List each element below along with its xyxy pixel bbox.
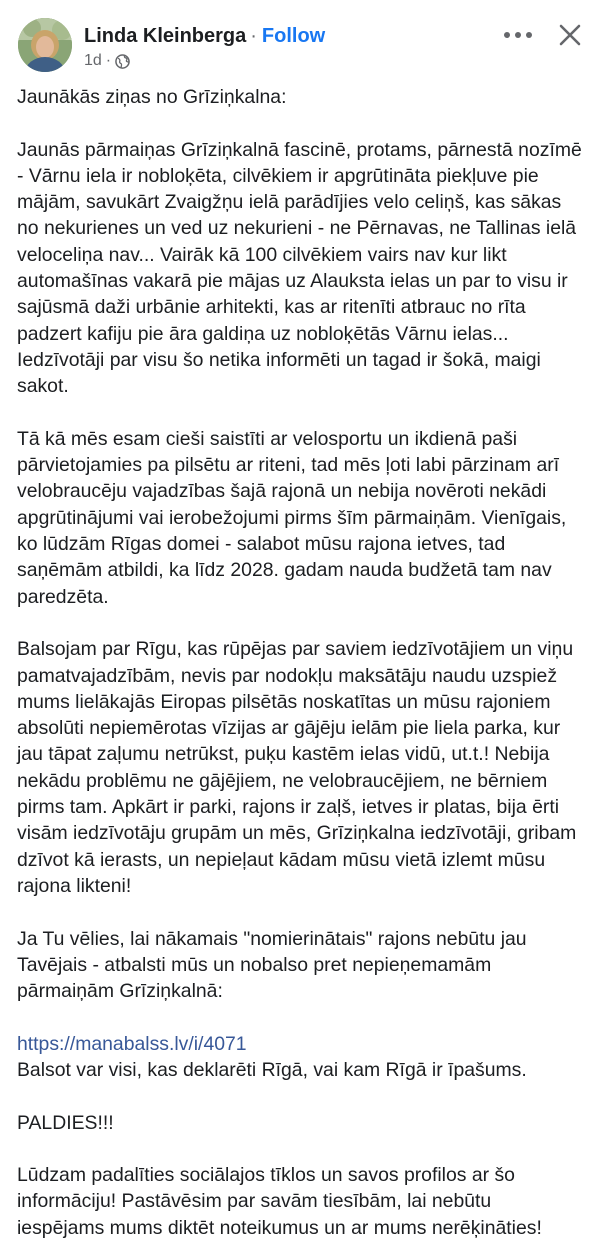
post-paragraph: Balsojam par Rīgu, kas rūpējas par saviem iedzīvotājiem un viņu pamatvajadzībām, nevis par nodokļu maksātāju naudu uzspiež mums lielākajās Eiropas pilsētās noskatītas un mūsu rajoniem absolūti nepiemērotas vīzijas ar gājēju ielām pie liela parka, kur jau tāpat zaļumu netrūkst, puķu kastēm ielas vidū, ut.t.! Nebija nekādu problēmu ne gājējiem, ne velobraucējiem, ne bērniem pirms tam. Apkārt ir parki, rajons ir zaļš, ietves ir platas, bija ērti visām iedzīvotāju grupām un mēs, Grīziņkalna iedzīvotāji, gribam dzīvot kā ierasts, un nepieļaut kādam mūsu vietā izlemt mūsu rajona likteni!	[17, 638, 577, 897]
author-separator: ·	[250, 25, 257, 47]
post-paragraph: Tā kā mēs esam cieši saistīti ar velosportu un ikdienā paši pārvietojamies pa pilsētu ar riteni, tad mēs ļoti labi pārzinam arī velobraucēju vajadzības šajā rajonā un nebija novēroti nekādi apgrūtinājumi vai ierobežojumi pirms šīm pārmaiņām. Vienīgais, ko lūdzām Rīgas domei - salabot mūsu rajona ietves, tad saņēmām atbildi, ka līdz 2028. gadam nauda budžetā tam nav paredzēta.	[17, 427, 567, 608]
author-line	[84, 22, 325, 50]
post-paragraph: Ja Tu vēlies, lai nākamais "nomierinātais" rajons nebūtu jau Tavējais - atbalsti mūs un nobalso pret nepieņemamām pārmaiņām Grīziņkalnā:	[17, 927, 527, 1003]
more-horizontal-icon[interactable]	[501, 22, 535, 50]
post-timestamp[interactable]: 1d	[84, 52, 102, 69]
post-text	[17, 84, 582, 1241]
close-icon[interactable]	[557, 22, 583, 48]
follow-button[interactable]: Follow	[261, 25, 326, 47]
petition-link-line	[17, 1031, 582, 1057]
avatar[interactable]	[18, 18, 72, 72]
post-paragraph: Jaunās pārmaiņas Grīziņkalnā fascinē, protams, pārnestā nozīmē - Vārnu iela ir nobloķēta, cilvēkiem ir apgrūtināta piekļuve pie mājām, savukārt Zvaigžņu ielā parādījies velo celiņš, kas sākas no nekurienes un ved uz nekurieni - ne Pērnavas, ne Tallinas ielā veloceliņa nav... Vairāk kā 100 cilvēkiem vairs nav kur likt automašīnas vakarā pie mājas uz Alauksta ielas un par to visu ir sajūsmā daži urbānie arhitekti, kas ar ritenīti atbrauc no rīta padzert kafiju pie āra galdiņa uz nobloķētās Vārnu ielas... Iedzīvotāji par visu šo netika informēti un tagad ir šokā, maigi sakot.	[17, 138, 582, 398]
post-paragraph: Lūdzam padalīties sociālajos tīklos un savos profilos ar šo informāciju! Pastāvēsim par savām tiesībām, lai nebūtu iespējams mums diktēt noteikumus un ar mums nerēķināties!	[17, 1164, 542, 1239]
petition-link[interactable]: https://manabalss.lv/i/4071	[17, 1032, 247, 1055]
post-paragraph: Jaunākās ziņas no Grīziņkalna:	[17, 86, 287, 108]
post-paragraph: Balsot var visi, kas deklarēti Rīgā, vai kam Rīgā ir īpašums.	[17, 1058, 527, 1081]
post-header	[0, 0, 592, 80]
globe-icon	[115, 54, 130, 69]
meta-separator: ·	[105, 52, 112, 69]
post-meta	[84, 50, 130, 72]
author-name[interactable]: Linda Kleinberga	[84, 25, 247, 47]
post-paragraph: PALDIES!!!	[17, 1111, 114, 1134]
avatar-photo-icon	[18, 18, 72, 72]
